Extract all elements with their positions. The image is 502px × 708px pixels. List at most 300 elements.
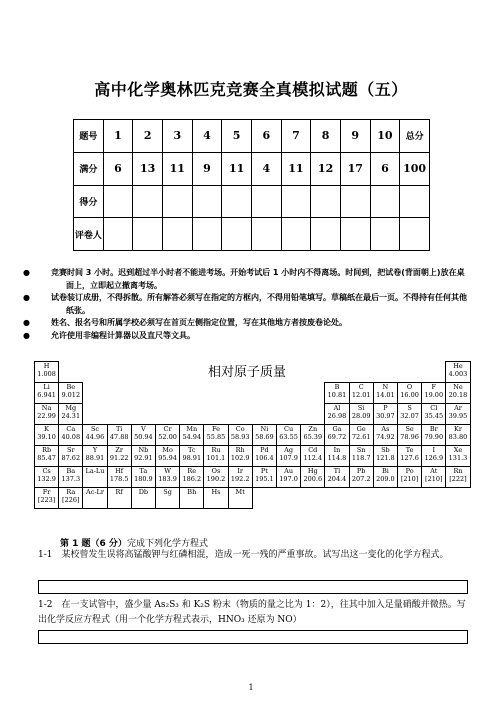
element-mass: 106.4 xyxy=(255,453,274,462)
element-symbol: Zr xyxy=(115,446,123,454)
element-symbol: Db xyxy=(138,488,149,496)
element-cell-sn xyxy=(349,445,374,467)
periodic-table-title: 相对原子质量 xyxy=(208,365,287,380)
element-cell-ru xyxy=(203,445,228,467)
element-mass: 35.45 xyxy=(424,411,444,420)
element-mass: 47.88 xyxy=(109,432,129,441)
element-symbol: Ru xyxy=(211,446,221,454)
grader-cell[interactable] xyxy=(103,218,133,251)
element-symbol: Fe xyxy=(211,425,220,433)
row-label: 评卷人 xyxy=(74,218,104,251)
element-cell-ga xyxy=(324,424,349,446)
element-symbol: Y xyxy=(92,446,98,454)
element-mass: 83.80 xyxy=(448,432,468,441)
element-cell-xe xyxy=(445,445,470,467)
element-cell-s xyxy=(397,403,422,425)
score-cell[interactable] xyxy=(340,185,370,218)
element-cell-li xyxy=(34,382,59,404)
grader-cell[interactable] xyxy=(370,218,400,251)
full-mark: 13 xyxy=(133,152,163,185)
full-mark: 17 xyxy=(340,152,370,185)
element-symbol: Si xyxy=(357,404,365,412)
score-cell[interactable] xyxy=(311,185,341,218)
element-cell-k xyxy=(34,424,59,446)
element-mass: 178.5 xyxy=(109,474,129,483)
full-mark: 6 xyxy=(370,152,400,185)
full-mark: 12 xyxy=(311,152,341,185)
element-symbol: S xyxy=(407,404,412,412)
element-symbol: Na xyxy=(41,404,52,412)
question-number: 7 xyxy=(281,120,311,153)
instruction-text: 竞赛时间 3 小时。迟到超过半小时者不能进考场。开始考试后 1 小时内不得离场。时间到，把试卷(背面朝上)放在桌面上，立即起立撤离考场。 xyxy=(51,268,465,290)
row-label: 得分 xyxy=(74,185,104,218)
element-mass: 10.81 xyxy=(327,390,347,399)
element-cell-y xyxy=(82,445,107,467)
element-mass: 72.61 xyxy=(351,432,371,441)
element-mass: 207.2 xyxy=(351,474,371,483)
element-mass: 114.8 xyxy=(327,453,347,462)
element-mass: 78.96 xyxy=(400,432,419,441)
element-cell-au xyxy=(276,466,301,488)
element-symbol: N xyxy=(382,383,389,391)
element-cell-ne xyxy=(445,382,470,404)
element-mass: 98.91 xyxy=(182,453,202,462)
element-symbol: Rn xyxy=(453,467,463,475)
element-mass: 200.6 xyxy=(303,474,323,483)
element-symbol: Rf xyxy=(115,488,123,496)
element-mass: 180.9 xyxy=(134,474,153,483)
element-mass: 137.3 xyxy=(61,474,81,483)
instruction-item: ● 允许使用非编程计算器以及直尺等文具。 xyxy=(23,330,195,340)
element-mass: 87.62 xyxy=(61,453,81,462)
element-cell-rn xyxy=(445,466,470,488)
element-mass: [223] xyxy=(37,495,56,504)
element-mass: [210] xyxy=(400,474,419,483)
element-mass: 92.91 xyxy=(134,453,153,462)
element-cell-si xyxy=(349,403,374,425)
element-cell-pt xyxy=(252,466,277,488)
element-cell-ge xyxy=(349,424,374,446)
element-symbol: Bh xyxy=(187,488,197,496)
total-label: 总分 xyxy=(400,120,430,153)
element-cell-hg xyxy=(300,466,325,488)
element-symbol: Ir xyxy=(237,467,244,475)
exam-instructions xyxy=(23,267,468,342)
element-symbol: Tc xyxy=(188,446,196,454)
element-symbol: Xe xyxy=(453,446,463,454)
instruction-text: 姓名、报名号和所属学校必须写在首页左侧指定位置，写在其他地方者按废卷论处。 xyxy=(51,318,347,327)
full-mark: 11 xyxy=(162,152,192,185)
score-cell[interactable] xyxy=(133,185,163,218)
element-cell-pb xyxy=(349,466,374,488)
element-symbol: Sr xyxy=(67,446,75,454)
element-mass: 69.72 xyxy=(327,432,347,441)
element-mass: 44.96 xyxy=(85,432,105,441)
element-cell-cr xyxy=(155,424,180,446)
element-symbol: Mn xyxy=(186,425,198,433)
element-mass: 88.91 xyxy=(85,453,105,462)
score-cell[interactable] xyxy=(400,185,430,218)
instruction-item: ● 试卷装订成册，不得拆散。所有解答必须写在指定的方框内，不得用铅笔填写。草稿纸在最后一页。不得持有任何其他纸张。 xyxy=(23,293,467,315)
element-mass: 9.012 xyxy=(61,390,81,399)
score-cell[interactable] xyxy=(370,185,400,218)
element-mass: 30.97 xyxy=(376,411,395,420)
element-symbol: H xyxy=(43,362,50,370)
element-cell-kr xyxy=(445,424,470,446)
element-cell-ar xyxy=(445,403,470,425)
element-symbol: Po xyxy=(405,467,414,475)
element-mass: 118.7 xyxy=(351,453,371,462)
element-symbol: Be xyxy=(66,383,76,391)
element-cell-ag xyxy=(276,445,301,467)
instruction-text: 试卷装订成册，不得拆散。所有解答必须写在指定的方框内，不得用铅笔填写。草稿纸在最后一页。不得持有任何其他纸张。 xyxy=(51,293,467,315)
element-mass: 20.18 xyxy=(448,390,468,399)
element-cell-mn xyxy=(179,424,204,446)
full-mark: 11 xyxy=(281,152,311,185)
element-symbol: Ac-Lr xyxy=(86,488,104,496)
element-symbol: Hf xyxy=(115,467,124,475)
page-number: 1 xyxy=(248,683,254,692)
question-number: 2 xyxy=(133,120,163,153)
element-cell-i xyxy=(421,445,446,467)
element-symbol: Fr xyxy=(42,488,51,496)
instruction-item: ● 姓名、报名号和所属学校必须写在首页左侧指定位置，写在其他地方者按废卷论处。 xyxy=(23,318,347,327)
grader-cell[interactable] xyxy=(192,218,222,251)
element-symbol: Rh xyxy=(235,446,245,454)
element-mass: 190.2 xyxy=(206,474,226,483)
element-cell-tl xyxy=(324,466,349,488)
question-number: 8 xyxy=(311,120,341,153)
element-cell-ti xyxy=(107,424,132,446)
element-mass: 132.9 xyxy=(37,474,56,483)
element-symbol: O xyxy=(406,383,413,391)
element-mass: [222] xyxy=(449,474,467,483)
element-cell-rf xyxy=(107,487,132,509)
question-number: 5 xyxy=(222,120,252,153)
element-cell-os xyxy=(203,466,228,488)
periodic-table xyxy=(34,361,470,527)
element-symbol: Os xyxy=(211,467,221,475)
element-cell-zn xyxy=(300,424,325,446)
element-cell-br xyxy=(421,424,446,446)
element-symbol: Co xyxy=(235,425,245,433)
element-symbol: Sg xyxy=(163,488,172,496)
element-cell-b xyxy=(324,382,349,404)
element-symbol: Mt xyxy=(235,488,245,496)
element-symbol: Cl xyxy=(430,404,438,412)
element-mass: 126.9 xyxy=(424,453,444,462)
element-symbol: Sc xyxy=(90,425,100,433)
element-cell-h xyxy=(34,361,59,383)
element-mass: 197.0 xyxy=(279,474,298,483)
element-symbol: Cs xyxy=(42,467,51,475)
element-symbol: Ag xyxy=(284,446,294,454)
element-cell-la-lu xyxy=(82,466,107,488)
element-symbol: Ne xyxy=(453,383,463,391)
element-symbol: W xyxy=(164,467,171,475)
full-mark: 4 xyxy=(251,152,281,185)
element-symbol: Al xyxy=(333,404,341,412)
element-mass: 102.9 xyxy=(230,453,250,462)
element-cell-be xyxy=(58,382,83,404)
element-symbol: La-Lu xyxy=(85,467,105,475)
element-cell-he xyxy=(445,361,470,383)
element-mass: 52.00 xyxy=(158,432,177,441)
element-mass: 16.00 xyxy=(400,390,419,399)
element-symbol: Hs xyxy=(211,488,221,496)
element-symbol: V xyxy=(141,425,146,433)
element-mass: 28.09 xyxy=(351,411,371,420)
element-cell-o xyxy=(397,382,422,404)
element-symbol: In xyxy=(333,446,341,454)
element-symbol: Pt xyxy=(260,467,268,475)
score-row-numbers xyxy=(74,120,430,153)
score-row-grader xyxy=(74,218,430,251)
element-symbol: Li xyxy=(43,383,50,391)
element-cell-as xyxy=(373,424,398,446)
score-row-full-marks xyxy=(74,152,430,185)
element-symbol: As xyxy=(381,425,390,433)
element-cell-ni xyxy=(252,424,277,446)
element-cell-pd xyxy=(252,445,277,467)
element-mass: 183.9 xyxy=(158,474,177,483)
element-symbol: Te xyxy=(405,446,414,454)
element-symbol: Pd xyxy=(260,446,269,454)
question-number: 10 xyxy=(370,120,400,153)
instruction-item: ● 竞赛时间 3 小时。迟到超过半小时者不能进考场。开始考试后 1 小时内不得离场。时间到，把试卷(背面朝上)放在桌面上，立即起立撤离考场。 xyxy=(23,268,465,290)
element-mass: 19.00 xyxy=(424,390,444,399)
element-cell-ir xyxy=(228,466,253,488)
element-symbol: Kr xyxy=(454,425,462,433)
element-symbol: Ni xyxy=(260,425,269,433)
element-symbol: Hg xyxy=(307,467,318,475)
element-mass: 39.95 xyxy=(448,411,468,420)
element-symbol: Ra xyxy=(66,488,76,496)
score-cell[interactable] xyxy=(222,185,252,218)
element-symbol: I xyxy=(432,446,436,454)
element-mass: 85.47 xyxy=(37,453,56,462)
element-symbol: Cr xyxy=(163,425,172,433)
element-symbol: Sn xyxy=(356,446,366,454)
score-cell[interactable] xyxy=(281,185,311,218)
element-cell-fr xyxy=(34,487,59,509)
element-symbol: P xyxy=(383,404,388,412)
element-cell-co xyxy=(228,424,253,446)
element-symbol: Ba xyxy=(66,467,76,475)
element-symbol: Tl xyxy=(333,467,341,475)
element-cell-n xyxy=(373,382,398,404)
element-mass: 195.1 xyxy=(255,474,274,483)
element-cell-zr xyxy=(107,445,132,467)
element-mass: 127.6 xyxy=(400,453,419,462)
element-mass: 101.1 xyxy=(206,453,226,462)
element-cell-rb xyxy=(34,445,59,467)
element-symbol: F xyxy=(431,383,437,391)
question-number: 9 xyxy=(340,120,370,153)
full-mark: 6 xyxy=(103,152,133,185)
element-mass: 209.0 xyxy=(376,474,395,483)
grader-cell[interactable] xyxy=(251,218,281,251)
element-mass: 6.941 xyxy=(37,390,56,399)
element-symbol: Ta xyxy=(139,467,148,475)
element-cell-p xyxy=(373,403,398,425)
element-cell-mt xyxy=(228,487,253,509)
element-cell-ra xyxy=(58,487,83,509)
grader-cell[interactable] xyxy=(281,218,311,251)
answer-box-1-2[interactable] xyxy=(38,630,468,644)
element-cell-db xyxy=(131,487,156,509)
question-1-number: 第 1 题（6 分） xyxy=(60,539,127,549)
element-symbol: C xyxy=(358,383,364,391)
element-symbol: Bi xyxy=(381,467,389,475)
element-cell-cd xyxy=(300,445,325,467)
element-cell-mo xyxy=(155,445,180,467)
element-symbol: Se xyxy=(405,425,414,433)
row-label: 满分 xyxy=(74,152,104,185)
element-mass: 63.55 xyxy=(279,432,298,441)
element-cell-f xyxy=(421,382,446,404)
element-mass: 12.01 xyxy=(351,390,371,399)
element-mass: 1.008 xyxy=(37,369,56,378)
element-mass: 91.22 xyxy=(109,453,129,462)
element-cell-v xyxy=(131,424,156,446)
question-1-2-text: 1-2 在一支试管中，盛少量 As₂S₃ 和 K₂S 粉末（物质的量之比为 1：2），往其中加入足量硝酸并微热。写出化学反应方程式（用一个化学方程式表示，HNO₃ 还原为 NO） xyxy=(38,600,466,625)
element-symbol: Mg xyxy=(65,404,77,412)
element-mass: 112.4 xyxy=(303,453,323,462)
element-mass: 107.9 xyxy=(279,453,298,462)
element-cell-ta xyxy=(131,466,156,488)
question-number: 1 xyxy=(103,120,133,153)
element-cell-bh xyxy=(179,487,204,509)
element-symbol: Re xyxy=(187,467,197,475)
element-cell-ba xyxy=(58,466,83,488)
grader-cell[interactable] xyxy=(222,218,252,251)
element-mass: 40.08 xyxy=(61,432,81,441)
element-symbol: He xyxy=(453,362,463,370)
element-mass: 14.01 xyxy=(376,390,395,399)
element-mass: 186.2 xyxy=(182,474,202,483)
element-symbol: K xyxy=(44,425,50,433)
element-cell-ca xyxy=(58,424,83,446)
element-symbol: Cd xyxy=(308,446,318,454)
element-symbol: Sb xyxy=(381,446,390,454)
instruction-text: 允许使用非编程计算器以及直尺等文具。 xyxy=(51,330,195,340)
element-symbol: Rb xyxy=(42,446,52,454)
element-symbol: Pb xyxy=(356,467,366,475)
element-cell-re xyxy=(179,466,204,488)
element-mass: 65.39 xyxy=(303,432,323,441)
element-cell-nb xyxy=(131,445,156,467)
element-cell-mg xyxy=(58,403,83,425)
score-cell[interactable] xyxy=(162,185,192,218)
element-mass: 39.10 xyxy=(37,432,56,441)
element-cell-c xyxy=(349,382,374,404)
score-cell[interactable] xyxy=(103,185,133,218)
element-cell-rh xyxy=(228,445,253,467)
score-cell[interactable] xyxy=(251,185,281,218)
score-table xyxy=(73,119,430,251)
element-mass: [226] xyxy=(62,495,80,504)
element-cell-at xyxy=(421,466,446,488)
element-symbol: Ga xyxy=(332,425,342,433)
element-cell-cl xyxy=(421,403,446,425)
element-mass: 22.99 xyxy=(37,411,56,420)
element-mass: 24.31 xyxy=(61,411,81,420)
grader-cell[interactable] xyxy=(133,218,163,251)
question-number: 3 xyxy=(162,120,192,153)
element-cell-w xyxy=(155,466,180,488)
element-symbol: At xyxy=(430,467,438,475)
element-cell-bi xyxy=(373,466,398,488)
grader-cell[interactable] xyxy=(162,218,192,251)
answer-box-1-1[interactable] xyxy=(38,580,468,594)
element-cell-cs xyxy=(34,466,59,488)
element-cell-hf xyxy=(107,466,132,488)
element-mass: 54.94 xyxy=(182,432,202,441)
element-mass: 58.69 xyxy=(255,432,274,441)
element-cell-hs xyxy=(203,487,228,509)
element-symbol: Mo xyxy=(162,446,173,454)
element-symbol: Au xyxy=(284,467,294,475)
grader-cell[interactable] xyxy=(311,218,341,251)
element-mass: 192.2 xyxy=(230,474,250,483)
element-cell-sg xyxy=(155,487,180,509)
element-cell-sb xyxy=(373,445,398,467)
element-mass: 26.98 xyxy=(327,411,347,420)
grader-cell[interactable] xyxy=(340,218,370,251)
element-mass: 58.93 xyxy=(230,432,250,441)
element-mass: 55.85 xyxy=(206,432,226,441)
element-mass: 131.3 xyxy=(448,453,468,462)
question-number: 6 xyxy=(251,120,281,153)
question-number: 4 xyxy=(192,120,222,153)
element-cell-fe xyxy=(203,424,228,446)
element-symbol: Ar xyxy=(454,404,462,412)
question-1-1-text: 1-1 某校曾发生误将高锰酸钾与红磷相混，造成一死一残的严重事故。试写出这一变化的化学方程式。 xyxy=(38,550,449,560)
element-cell-tc xyxy=(179,445,204,467)
element-mass: 95.94 xyxy=(158,453,177,462)
element-cell-cu xyxy=(276,424,301,446)
element-symbol: Cu xyxy=(284,425,294,433)
element-cell-al xyxy=(324,403,349,425)
element-symbol: Zn xyxy=(308,425,318,433)
element-cell-te xyxy=(397,445,422,467)
element-cell-in xyxy=(324,445,349,467)
element-symbol: B xyxy=(334,383,340,391)
element-mass: 204.4 xyxy=(327,474,347,483)
element-cell-po xyxy=(397,466,422,488)
element-symbol: Br xyxy=(429,425,438,433)
grader-cell[interactable] xyxy=(400,218,430,251)
element-cell-sc xyxy=(82,424,107,446)
element-cell-se xyxy=(397,424,422,446)
element-mass: 4.003 xyxy=(448,369,468,378)
element-mass: [210] xyxy=(425,474,443,483)
full-mark: 9 xyxy=(192,152,222,185)
score-row-earned xyxy=(74,185,430,218)
element-symbol: Nb xyxy=(138,446,149,454)
element-mass: 32.07 xyxy=(400,411,419,420)
element-symbol: Ti xyxy=(115,425,123,433)
element-symbol: Ge xyxy=(356,425,366,433)
full-mark: 11 xyxy=(222,152,252,185)
exam-title: 高中化学奥林匹克竞赛全真模拟试题（五） xyxy=(94,80,408,99)
score-cell[interactable] xyxy=(192,185,222,218)
element-cell-na xyxy=(34,403,59,425)
element-mass: 50.94 xyxy=(134,432,153,441)
element-cell-sr xyxy=(58,445,83,467)
question-1-instruction: 完成下列化学方程式 xyxy=(126,539,208,549)
